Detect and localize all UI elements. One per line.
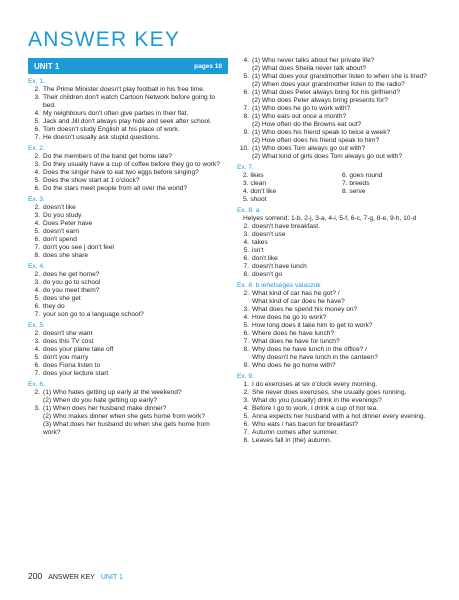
answer-item <box>28 311 228 319</box>
answer-number: 3. <box>34 94 40 101</box>
answer-number: 5. <box>34 354 40 361</box>
answer-number: 8. <box>243 346 249 353</box>
answer-item <box>237 338 441 346</box>
answer-text: What does he spend his money on? <box>252 306 358 313</box>
answer-number: 4. <box>34 169 40 176</box>
grid-cell: 3. clean <box>243 180 267 187</box>
answer-number: 3. <box>243 306 249 313</box>
answer-number: 3. <box>34 338 40 345</box>
grid-cell: 8. serve <box>342 188 366 195</box>
answer-item <box>28 287 228 295</box>
answer-number: 5. <box>34 228 40 235</box>
exercise-heading: Ex. 4. <box>28 263 45 270</box>
exercise-heading: Ex. 5. <box>28 322 45 329</box>
left-sections <box>28 78 228 437</box>
answer-text: isn't <box>252 247 264 254</box>
answer-number: 7. <box>34 134 40 141</box>
unit-header-bar <box>28 58 228 74</box>
answer-text: they do <box>43 303 65 310</box>
answer-number: 4. <box>243 57 249 64</box>
answer-number: 4. <box>34 220 40 227</box>
answer-number: 6. <box>34 362 40 369</box>
answer-text: does Fiona listen to <box>43 362 101 369</box>
answer-text: (1) Who eats out once a month? <box>252 113 347 120</box>
unit-label: UNIT 1 <box>34 61 60 71</box>
answer-item <box>237 405 441 413</box>
answer-text: Does the show start at 1 o'clock? <box>43 177 140 184</box>
answer-item <box>28 389 228 397</box>
answer-text: Who does he go home with? <box>252 362 336 369</box>
exercise-7 <box>237 164 441 204</box>
exercise-heading: Ex. 7. <box>237 164 254 171</box>
answer-text: don't spend <box>43 236 77 243</box>
answer-number: 8. <box>243 271 249 278</box>
answer-text: Anna expects her husband with a hot dinner every evening. <box>252 413 426 420</box>
answer-item <box>28 330 228 338</box>
answer-number: 2. <box>34 204 40 211</box>
answer-text: doesn't use <box>252 231 286 238</box>
exercise-8b <box>237 282 441 370</box>
answer-text: doesn't earn <box>43 228 80 235</box>
answer-item <box>28 252 228 260</box>
answer-subline: (2) What does Sheila never talk about? <box>252 65 366 72</box>
answer-number: 3. <box>243 397 249 404</box>
footer-unit: UNIT 1 <box>100 574 123 581</box>
answer-text: My neighbours don't often give parties in their flat. <box>43 110 189 117</box>
ex7-grid <box>237 172 441 204</box>
exercise-heading: Ex. 8. b lehetséges válaszok <box>237 282 321 289</box>
answer-item <box>237 129 441 137</box>
answer-number: 5. <box>34 177 40 184</box>
answer-number: 6. <box>34 303 40 310</box>
answer-item <box>237 263 441 271</box>
answer-text: He doesn't usually ask stupid questions. <box>43 134 161 141</box>
answer-text: doesn't like <box>43 204 76 211</box>
answer-number: 10. <box>239 145 249 152</box>
answer-text: takes <box>252 239 268 246</box>
page-footer <box>28 571 123 581</box>
right-column <box>237 57 441 445</box>
answer-number: 5. <box>243 413 249 420</box>
answer-text: She never does exercises, she usually goes running. <box>252 389 407 396</box>
answer-text: Do the members of the band get home late? <box>43 153 173 160</box>
left-column <box>28 58 228 437</box>
answer-item <box>28 185 228 193</box>
answer-item <box>28 126 228 134</box>
answer-text: don't like <box>252 255 278 262</box>
answer-item <box>28 362 228 370</box>
answer-item <box>237 322 441 330</box>
answer-item <box>28 110 228 118</box>
answer-text: does this TV cost <box>43 338 94 345</box>
grid-cell: 4. don't like <box>243 188 277 195</box>
ex6-continued <box>237 57 441 161</box>
answer-number: 4. <box>243 314 249 321</box>
answer-item <box>237 389 441 397</box>
answer-text: does she share <box>43 252 89 259</box>
page-title: ANSWER KEY <box>28 28 181 51</box>
answer-number: 6. <box>243 255 249 262</box>
answer-item <box>237 421 441 429</box>
answer-item <box>237 413 441 421</box>
answer-text: Their children don't watch Cartoon Network before going to bed. <box>43 94 216 109</box>
answer-subline: (2) How often do the Browns eat out? <box>252 121 362 128</box>
answer-text: doesn't have breakfast. <box>252 223 320 230</box>
answer-text: Jack and Jill don't always play hide and seek after school. <box>43 118 212 125</box>
exercise-8a <box>237 207 441 279</box>
answer-text: doesn't go <box>252 271 283 278</box>
answer-text: (1) What does Peter always bring for his girlfriend? <box>252 89 401 96</box>
answer-item <box>237 231 441 239</box>
exercise-heading: Ex. 1. <box>28 78 45 85</box>
answer-number: 2. <box>34 271 40 278</box>
grid-cell: 7. breeds <box>342 180 370 187</box>
answer-item <box>28 153 228 161</box>
answer-text: do you go to school <box>43 279 101 286</box>
answer-item <box>28 161 228 169</box>
answer-text: does your plane take off <box>43 346 114 353</box>
answer-item <box>237 330 441 338</box>
answer-text: doesn't have lunch <box>252 263 307 270</box>
grid-cell: 5. shoot <box>243 196 267 203</box>
answer-item <box>237 306 441 314</box>
answer-text: Do they usually have a cup of coffee before they go to work? <box>43 161 220 168</box>
answer-number: 7. <box>243 263 249 270</box>
answer-item <box>28 212 228 220</box>
page-number: 200 <box>28 571 43 581</box>
answer-text: The Prime Minister doesn't play football in his free time. <box>43 86 205 93</box>
answer-number: 4. <box>243 239 249 246</box>
answer-text: Autumn comes after summer. <box>252 429 339 436</box>
answer-text: (1) What does your grandmother listen to when she is tired? <box>252 73 427 80</box>
answer-number: 8. <box>34 252 40 259</box>
answer-text: don't you marry <box>43 354 89 361</box>
exercise-heading: Ex. 3. <box>28 196 45 203</box>
answer-item <box>237 239 441 247</box>
answer-number: 8. <box>243 437 249 444</box>
answer-subline: (2) What kind of girls does Tom always go out with? <box>252 153 403 160</box>
answer-item <box>237 57 441 65</box>
exercise-heading: Ex. 8. a <box>237 207 260 214</box>
answer-number: 7. <box>34 370 40 377</box>
answer-item <box>28 303 228 311</box>
answer-text: your son go to a language school? <box>43 311 144 318</box>
exercise-heading: Ex. 2. <box>28 145 45 152</box>
answer-number: 6. <box>243 330 249 337</box>
answer-text: How long does it take him to get to work? <box>252 322 373 329</box>
answer-number: 5. <box>243 247 249 254</box>
answer-text: What do you (usually) drink in the evenings? <box>252 397 382 404</box>
answer-subline: Why doesn't he have lunch in the canteen? <box>252 354 378 361</box>
answer-text: does she get <box>43 295 81 302</box>
answer-number: 6. <box>243 421 249 428</box>
answer-text: (1) Who never talks about her private life? <box>252 57 375 64</box>
answer-text: (1) Who hates getting up early at the weekend? <box>43 389 182 396</box>
unit-pages: pages 10 <box>194 62 222 70</box>
answer-number: 4. <box>34 287 40 294</box>
answer-text: (1) Who does he go to work with? <box>252 105 351 112</box>
answer-text: Do you study <box>43 212 82 219</box>
answer-text: Who eats / has bacon for breakfast? <box>252 421 358 428</box>
answer-text: doesn't she want <box>43 330 93 337</box>
answer-text: does your lecture start <box>43 370 109 377</box>
answer-text: (1) When does her husband make dinner? <box>43 405 167 412</box>
answer-item <box>237 429 441 437</box>
grid-cell: 2. likes <box>243 172 264 179</box>
answer-item <box>28 295 228 303</box>
answer-item <box>237 255 441 263</box>
answer-number: 6. <box>34 236 40 243</box>
answer-item <box>237 437 441 445</box>
answer-number: 4. <box>34 346 40 353</box>
exercise-9 <box>237 373 441 445</box>
answer-number: 5. <box>243 73 249 80</box>
answer-number: 7. <box>243 105 249 112</box>
answer-item <box>237 145 441 153</box>
correct-order-line: Helyes sorrend: 1-b, 2-j, 3-a, 4-i, 5-f, 6-c, 7-g, 8-e, 9-h, 10-d <box>243 215 417 222</box>
answer-item <box>28 338 228 346</box>
answer-number: 1. <box>243 381 249 388</box>
answer-subline: (2) Who does Peter always bring presents for? <box>252 97 388 104</box>
answer-number: 3. <box>243 231 249 238</box>
answer-subline: (2) When does your grandmother listen to the radio? <box>252 81 405 88</box>
answer-item <box>237 271 441 279</box>
answer-item <box>237 397 441 405</box>
answer-number: 3. <box>34 279 40 286</box>
answer-number: 4. <box>243 405 249 412</box>
answer-item <box>28 244 228 252</box>
grid-cell: 6. goes round <box>342 172 383 179</box>
answer-number: 7. <box>34 244 40 251</box>
answer-item <box>28 134 228 142</box>
answer-number: 7. <box>34 311 40 318</box>
answer-subline: (3) What does her husband do when she gets home from work? <box>43 421 210 436</box>
answer-text: don't you see | don't feel <box>43 244 114 251</box>
answer-item <box>28 370 228 378</box>
answer-number: 2. <box>34 389 40 396</box>
answer-text: Why does he have lunch in the office? / <box>252 346 367 353</box>
answer-number: 3. <box>34 161 40 168</box>
answer-text: does he get home? <box>43 271 100 278</box>
answer-number: 8. <box>243 113 249 120</box>
answer-text: How does he go to work? <box>252 314 327 321</box>
answer-number: 4. <box>34 110 40 117</box>
answer-subline: What kind of car does he have? <box>252 298 345 305</box>
answer-item <box>237 105 441 113</box>
footer-section: ANSWER KEY <box>48 574 95 581</box>
answer-text: Does the singer have to eat two eggs before singing? <box>43 169 199 176</box>
answer-number: 6. <box>243 89 249 96</box>
answer-text: do you meet them? <box>43 287 100 294</box>
answer-item <box>237 290 441 298</box>
answer-number: 3. <box>34 405 40 412</box>
answer-item <box>28 118 228 126</box>
answer-number: 2. <box>34 330 40 337</box>
answer-number: 6. <box>34 126 40 133</box>
answer-item <box>28 169 228 177</box>
exercise-heading: Ex. 6. <box>28 381 45 388</box>
answer-text: Leaves fall in (the) autumn. <box>252 437 332 444</box>
grid-cell <box>342 196 441 204</box>
answer-text: Tom doesn't study English at his place of work. <box>43 126 180 133</box>
answer-number: 2. <box>34 153 40 160</box>
answer-subline: (2) How often does his friend speak to him? <box>252 137 380 144</box>
answer-item <box>237 89 441 97</box>
answer-number: 2. <box>243 223 249 230</box>
answer-item <box>28 204 228 212</box>
answer-subline: (2) When do you hate getting up early? <box>43 397 157 404</box>
answer-text: Does Peter have <box>43 220 93 227</box>
answer-number: 5. <box>34 118 40 125</box>
answer-number: 9. <box>243 129 249 136</box>
answer-item <box>28 405 228 413</box>
answer-item <box>28 236 228 244</box>
answer-number: 7. <box>243 338 249 345</box>
answer-text: Where does he have lunch? <box>252 330 335 337</box>
answer-text: What kind of car has he got? / <box>252 290 340 297</box>
answer-item <box>28 346 228 354</box>
answer-item <box>237 381 441 389</box>
answer-number: 5. <box>243 322 249 329</box>
answer-text: What does he have for lunch? <box>252 338 340 345</box>
answer-number: 2. <box>34 86 40 93</box>
answer-item <box>28 220 228 228</box>
answer-text: Do the stars meet people from all over the world? <box>43 185 188 192</box>
answer-item <box>28 177 228 185</box>
answer-item <box>28 271 228 279</box>
answer-item <box>237 247 441 255</box>
answer-item <box>237 362 441 370</box>
answer-item <box>237 73 441 81</box>
answer-item <box>237 314 441 322</box>
answer-number: 2. <box>243 290 249 297</box>
answer-item <box>28 94 228 110</box>
answer-item <box>28 228 228 236</box>
answer-subline: (2) Who makes dinner when she gets home from work? <box>43 413 205 420</box>
exercise-heading: Ex. 9. <box>237 373 254 380</box>
answer-item <box>28 354 228 362</box>
answer-text: Before I go to work, I drink a cup of hot tea. <box>252 405 379 412</box>
answer-number: 2. <box>243 389 249 396</box>
answer-text: (1) Who does Tom always go out with? <box>252 145 366 152</box>
answer-number: 9. <box>243 362 249 369</box>
answer-item <box>237 223 441 231</box>
answer-text: I do exercises at six o'clock every morning. <box>252 381 378 388</box>
answer-item <box>28 279 228 287</box>
answer-number: 6. <box>34 185 40 192</box>
answer-item <box>237 113 441 121</box>
answer-number: 5. <box>34 295 40 302</box>
answer-number: 3. <box>34 212 40 219</box>
answer-item <box>28 86 228 94</box>
answer-number: 7. <box>243 429 249 436</box>
answer-text: (1) Who does his friend speak to twice a week? <box>252 129 391 136</box>
answer-item <box>237 346 441 354</box>
